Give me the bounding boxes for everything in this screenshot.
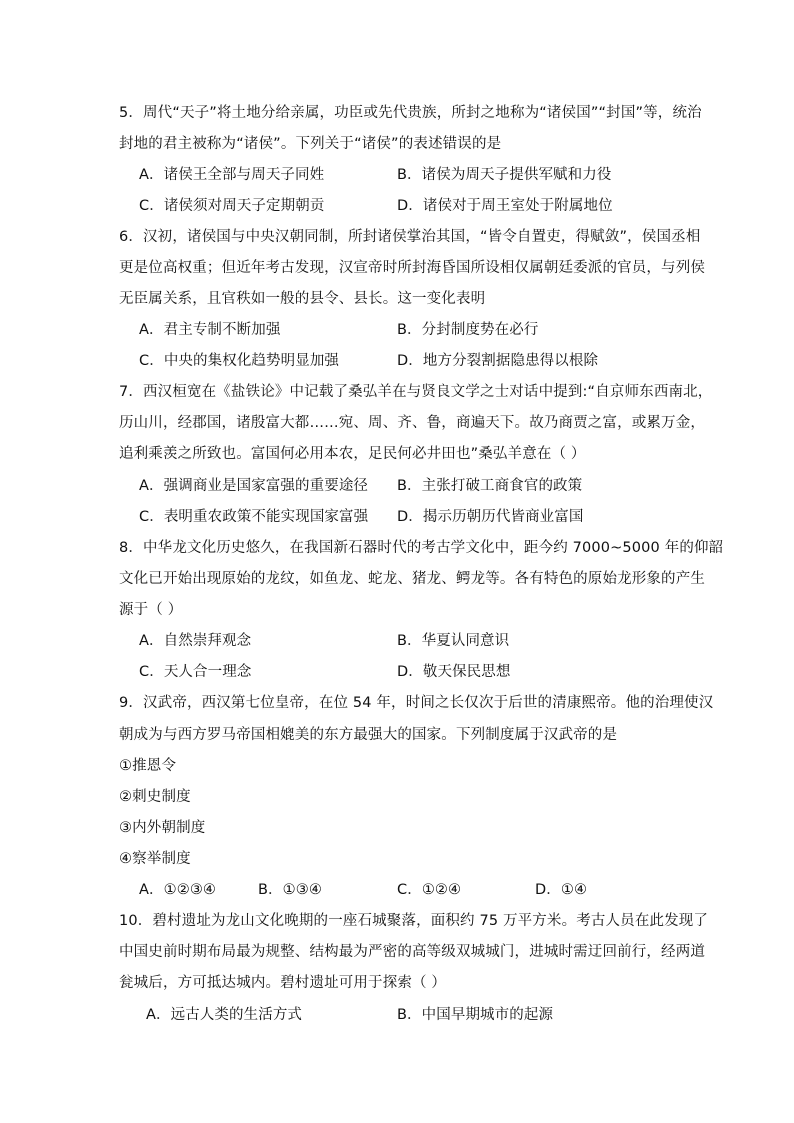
q6-stem-line-3: 无臣属关系，且官秩如一般的县令、县长。这一变化表明 <box>119 291 486 307</box>
q6-option-c: C．中央的集权化趋势明显加强 <box>139 353 340 369</box>
q7-option-a: A．强调商业是国家富强的重要途径 <box>139 478 369 494</box>
q9-item-1: ①推恩令 <box>119 758 177 774</box>
q7-stem-line-2: 历山川，经郡国，诸殷富大都……宛、周、齐、鲁，商遍天下。故乃商贾之富，或累万金， <box>119 415 705 431</box>
q10-option-a: A．远古人类的生活方式 <box>146 1007 303 1023</box>
q5-option-b: B．诸侯为周天子提供军赋和力役 <box>397 167 612 183</box>
q8-stem-line-3: 源于（ ） <box>119 602 183 618</box>
q6-stem-line-1: 6．汉初，诸侯国与中央汉朝同制，所封诸侯掌治其国，“皆令自置吏，得赋敛”，侯国丞相 <box>119 229 701 245</box>
q8-option-b: B．华夏认同意识 <box>397 633 510 649</box>
q6-option-a: A．君主专制不断加强 <box>139 322 281 338</box>
q7-stem-line-1: 7．西汉桓宽在《盐铁论》中记载了桑弘羊在与贤良文学之士对话中提到:“自京师东西南北， <box>119 384 713 400</box>
q9-item-4: ④察举制度 <box>119 851 191 867</box>
q8-option-a: A．自然崇拜观念 <box>139 633 252 649</box>
q7-stem-line-3: 追利乘羡之所致也。富国何必用本农，足民何必井田也”桑弘羊意在（ ） <box>119 446 586 462</box>
q8-option-d: D．敬天保民思想 <box>397 664 511 680</box>
q9-option-d: D．①④ <box>535 882 588 898</box>
q6-option-b: B．分封制度势在必行 <box>397 322 539 338</box>
q9-stem-line-1: 9．汉武帝，西汉第七位皇帝，在位 54 年，时间之长仅次于后世的清康熙帝。他的治理使汉 <box>119 695 714 711</box>
q7-option-b: B．主张打破工商食官的政策 <box>397 478 583 494</box>
q5-option-a: A．诸侯王全部与周天子同姓 <box>139 167 325 183</box>
q9-item-2: ②刺史制度 <box>119 789 191 805</box>
q7-option-d: D．揭示历朝历代皆商业富国 <box>397 509 584 525</box>
q9-option-b: B．①③④ <box>258 882 322 898</box>
q5-stem-line-2: 封地的君主被称为“诸侯”。下列关于“诸侯”的表述错误的是 <box>119 136 502 152</box>
q6-stem-line-2: 更是位高权重；但近年考古发现，汉宣帝时所封海昏国所设相仅属朝廷委派的官员，与列侯 <box>119 260 705 276</box>
q8-stem-line-2: 文化已开始出现原始的龙纹，如鱼龙、蛇龙、猪龙、鳄龙等。各有特色的原始龙形象的产生 <box>119 571 705 587</box>
q10-option-b: B．中国早期城市的起源 <box>397 1007 554 1023</box>
q10-stem-line-1: 10．碧村遗址为龙山文化晚期的一座石城聚落，面积约 75 万平方米。考古人员在此发现了 <box>119 913 709 929</box>
q7-option-c: C．表明重农政策不能实现国家富强 <box>139 509 369 525</box>
q10-stem-line-3: 瓮城后，方可抵达城内。碧村遗址可用于探索（ ） <box>119 975 447 991</box>
q9-option-c: C．①②④ <box>397 882 462 898</box>
q5-stem-line-1: 5．周代“天子”将土地分给亲属，功臣或先代贵族，所封之地称为“诸侯国”“封国”等，统治 <box>119 105 702 121</box>
q5-option-c: C．诸侯须对周天子定期朝贡 <box>139 198 325 214</box>
q10-stem-line-2: 中国史前时期布局最为规整、结构最为严密的高等级双城城门，进城时需迂回前行，经两道 <box>119 944 705 960</box>
q8-stem-line-1: 8．中华龙文化历史悠久，在我国新石器时代的考古学文化中，距今约 7000~5000 年的仰韶 <box>119 540 724 556</box>
q5-option-d: D．诸侯对于周王室处于附属地位 <box>397 198 613 214</box>
q9-option-a: A．①②③④ <box>139 882 217 898</box>
q6-option-d: D．地方分裂割据隐患得以根除 <box>397 353 599 369</box>
q8-option-c: C．天人合一理念 <box>139 664 252 680</box>
q9-item-3: ③内外朝制度 <box>119 820 206 836</box>
q9-stem-line-2: 朝成为与西方罗马帝国相媲美的东方最强大的国家。下列制度属于汉武帝的是 <box>119 727 618 743</box>
